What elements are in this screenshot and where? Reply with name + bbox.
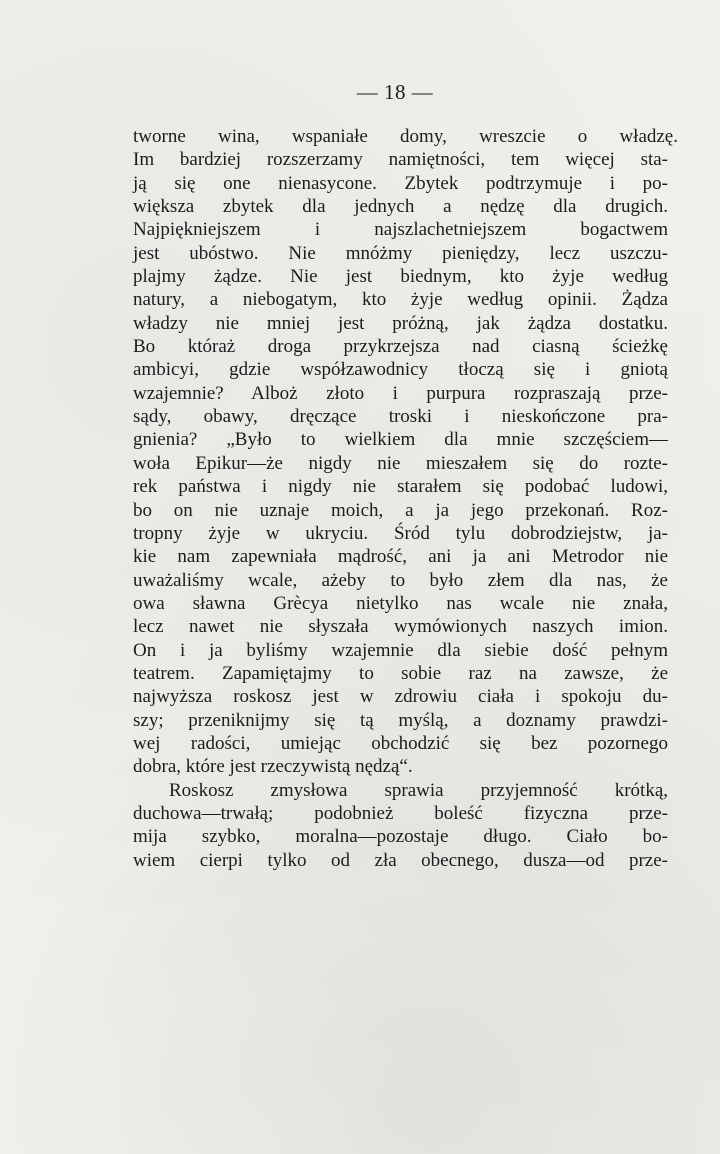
text-line: władzy nie mniej jest próżną, jak żądza dostatku.: [133, 312, 668, 334]
text-line: ambicyi, gdzie współzawodnicy tłoczą się i gniotą: [133, 359, 668, 381]
text-line: tropny żyje w ukryciu. Śród tylu dobrodziejstw, ja-: [133, 522, 668, 544]
text-line: większa zbytek dla jednych a nędzę dla drugich.: [133, 196, 668, 218]
text-line: uważaliśmy wcale, ażeby to było złem dla nas, że: [133, 569, 668, 591]
text-line: lecz nawet nie słyszała wymówionych naszych imion.: [133, 616, 668, 638]
text-line: rek państwa i nigdy nie starałem się podobać ludowi,: [133, 476, 668, 498]
text-line: jest ubóstwo. Nie mnóżmy pieniędzy, lecz uszczu-: [133, 242, 668, 264]
text-line: bo on nie uznaje moich, a ja jego przekonań. Roz-: [133, 499, 668, 521]
text-line: plajmy żądze. Nie jest biednym, kto żyje według: [133, 266, 668, 288]
text-line: woła Epikur—że nigdy nie mieszałem się do rozte-: [133, 452, 668, 474]
text-line: wzajemnie? Alboż złoto i purpura rozpraszają prze-: [133, 382, 668, 404]
text-line: ją się one nienasycone. Zbytek podtrzymuje i po-: [133, 172, 668, 194]
text-line: On i ja byliśmy wzajemnie dla siebie dość pełnym: [133, 639, 668, 661]
text-line: wiem cierpi tylko od zła obecnego, dusza—od prze-: [133, 849, 668, 871]
text-line: najwyższa roskosz jest w zdrowiu ciała i spokoju du-: [133, 686, 668, 708]
text-line: Roskosz zmysłowa sprawia przyjemność krótką,: [169, 779, 668, 801]
text-line: wej radości, umiejąc obchodzić się bez pozornego: [133, 732, 668, 754]
text-line: Bo któraż droga przykrzejsza nad ciasną ścieżkę: [133, 336, 668, 358]
page-number: — 18 —: [356, 80, 434, 104]
text-line: sądy, obawy, dręczące troski i nieskończone pra-: [133, 406, 668, 428]
text-line: tworne wina, wspaniałe domy, wreszcie o władzę.: [133, 126, 678, 147]
text-line: owa sławna Grècya nietylko nas wcale nie znała,: [133, 592, 668, 614]
text-line: gnienia? „Było to wielkiem dla mnie szczęściem—: [133, 429, 668, 451]
text-line: kie nam zapewniała mądrość, ani ja ani Metrodor nie: [133, 546, 668, 568]
text-line: duchowa—trwałą; podobnież boleść fizyczna prze-: [133, 802, 668, 824]
text-line: mija szybko, moralna—pozostaje długo. Ciało bo-: [133, 826, 668, 848]
body-text: [133, 125, 678, 872]
text-line: dobra, które jest rzeczywistą nędzą“.: [133, 756, 413, 778]
text-line: natury, a niebogatym, kto żyje według opinii. Żądza: [133, 289, 668, 311]
text-line: Im bardziej rozszerzamy namiętności, tem więcej sta-: [133, 149, 668, 171]
text-line: Najpiękniejszem i najszlachetniejszem bogactwem: [133, 219, 668, 241]
text-line: teatrem. Zapamiętajmy to sobie raz na zawsze, że: [133, 662, 668, 684]
text-line: szy; przeniknijmy się tą myślą, a doznamy prawdzi-: [133, 709, 668, 731]
